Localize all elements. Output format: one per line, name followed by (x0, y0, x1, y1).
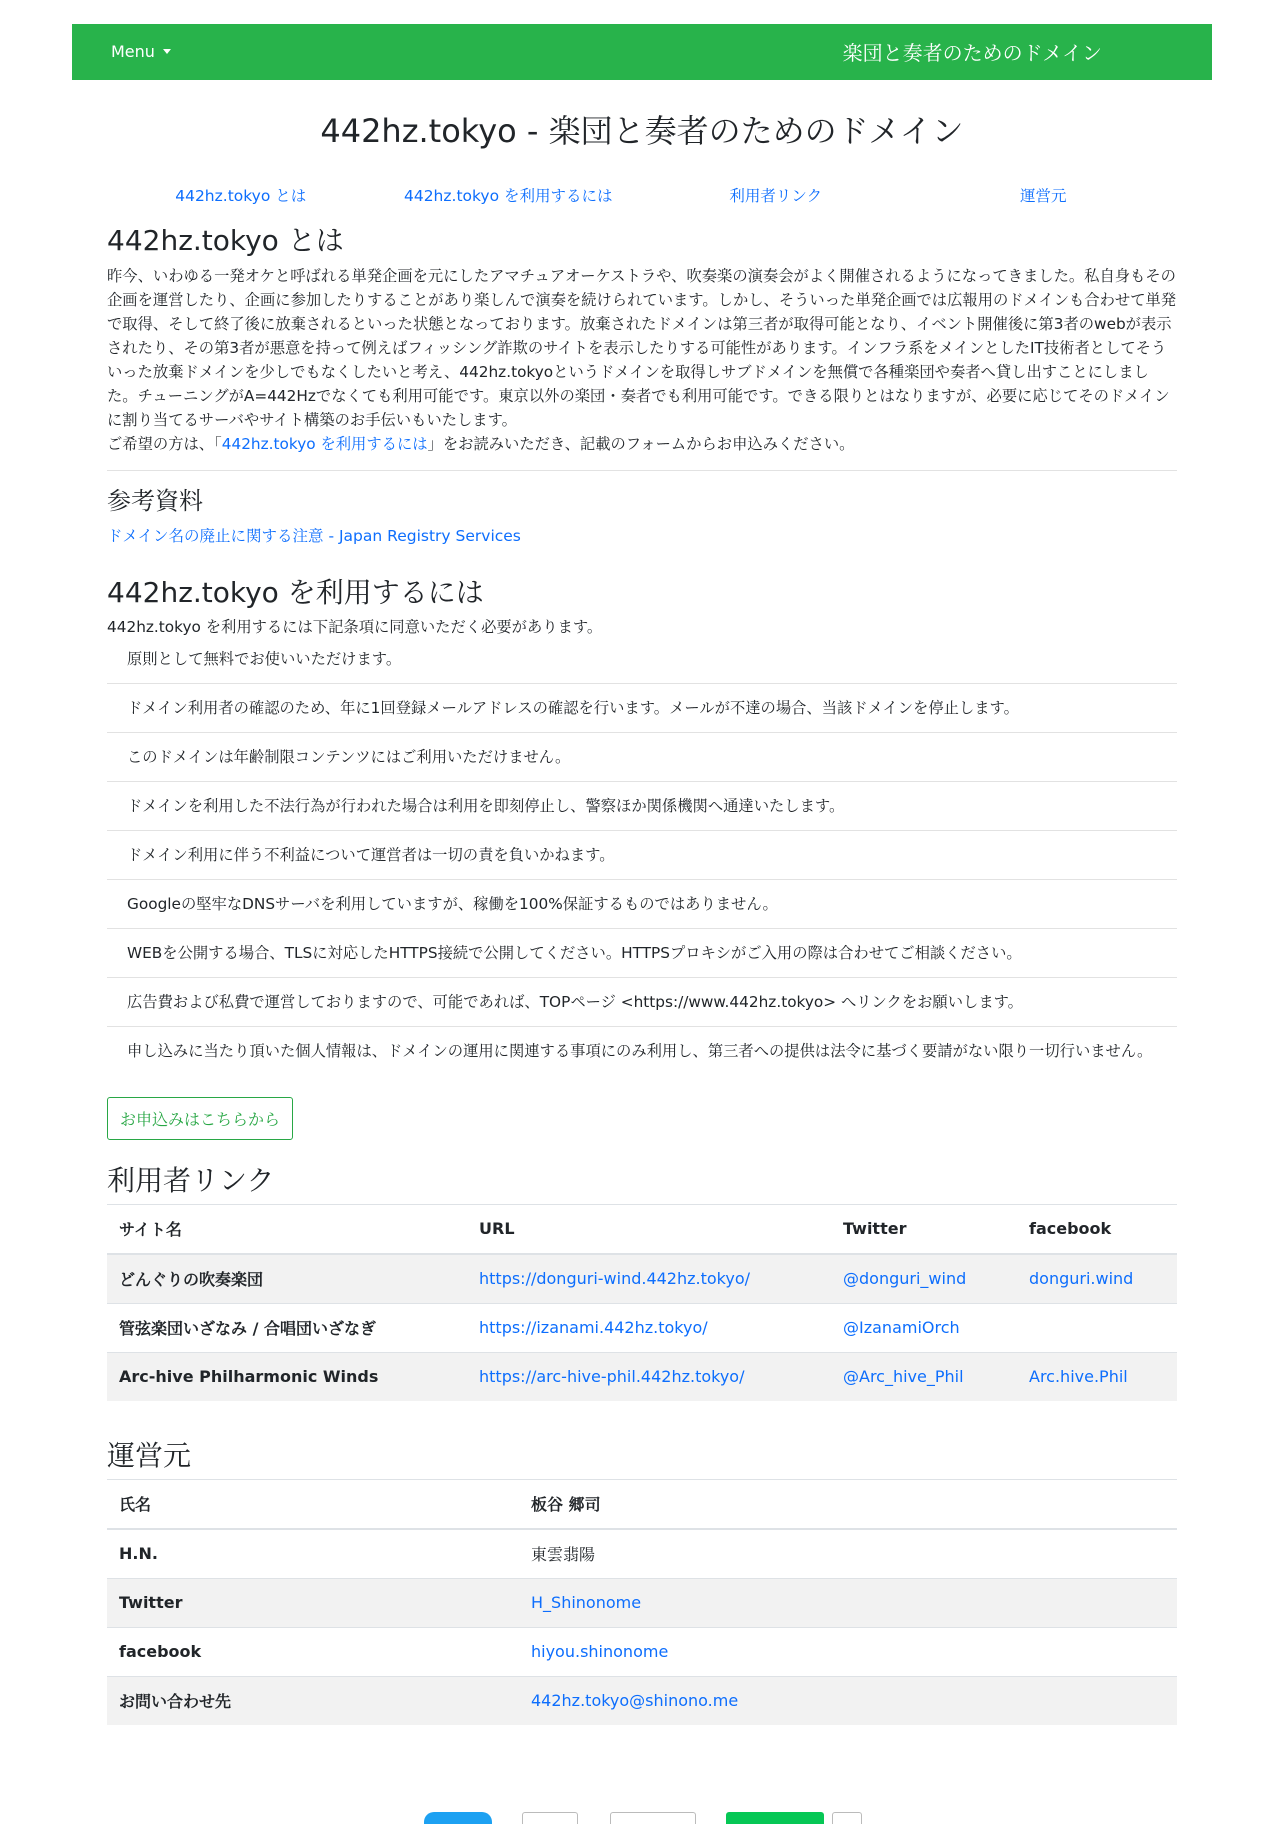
column-header: URL (467, 1204, 831, 1254)
site-name: Arc-hive Philharmonic Winds (107, 1352, 467, 1401)
twitter-share-button[interactable] (424, 1812, 492, 1824)
operator-label: お問い合わせ先 (107, 1676, 519, 1725)
table-row (107, 1254, 1177, 1304)
site-name: 管弦楽団いざなみ / 合唱団いざなぎ (107, 1303, 467, 1352)
apply-prefix: ご希望の方は、「 (107, 434, 222, 453)
table-header-row (107, 1204, 1177, 1254)
table-row (107, 1676, 1177, 1725)
table-row (107, 1479, 1177, 1529)
table-row (107, 1303, 1177, 1352)
operator-email-link[interactable]: 442hz.tokyo@shinono.me (531, 1691, 739, 1711)
apply-guide-link[interactable]: 442hz.tokyo を利用するには (221, 434, 428, 453)
site-name: どんぐりの吹奏楽団 (107, 1254, 467, 1304)
term-item: ドメイン利用に伴う不利益について運営者は一切の責を負いかねます。 (107, 831, 1177, 880)
operator-section (107, 1439, 1177, 1725)
menu-dropdown[interactable] (111, 42, 171, 61)
term-item: WEBを公開する場合、TLSに対応したHTTPS接続で公開してください。HTTPSプロキシがご入用の際は合わせてご相談ください。 (107, 929, 1177, 978)
table-row (107, 1627, 1177, 1676)
term-item: 申し込みに当たり頂いた個人情報は、ドメインの運用に関連する事項にのみ利用し、第三者への提供は法令に基づく要請がない限り一切行いません。 (127, 1042, 1153, 1061)
operator-heading: 運営元 (107, 1438, 192, 1472)
nav-link-operator[interactable]: 運営元 (1019, 187, 1067, 206)
divider (107, 470, 1177, 471)
facebook-link[interactable]: donguri.wind (1029, 1269, 1134, 1289)
users-section (107, 1164, 1177, 1401)
reference-link[interactable]: ドメイン名の廃止に関する注意 - Japan Registry Services (107, 526, 521, 545)
operator-table (107, 1479, 1177, 1725)
reference-heading: 参考資料 (107, 486, 203, 515)
term-item: このドメインは年齢制限コンテンツにはご利用いただけません。 (107, 733, 1177, 782)
line-share-button[interactable] (726, 1812, 824, 1824)
operator-twitter-link[interactable]: H_Shinonome (531, 1593, 642, 1613)
table-row (107, 1352, 1177, 1401)
apply-button[interactable]: お申込みはこちらから (107, 1097, 293, 1140)
operator-value: 板谷 郷司 (519, 1479, 1177, 1529)
section-nav (107, 184, 1177, 208)
main-container (107, 80, 1177, 1725)
share-count-badge[interactable] (832, 1812, 862, 1824)
about-body (107, 264, 1177, 456)
table-row (107, 1578, 1177, 1627)
term-item: 原則として無料でお使いいただけます。 (107, 647, 1177, 684)
usage-requires: 442hz.tokyo を利用するには下記条項に同意いただく必要があります。 (107, 618, 603, 637)
terms-list (107, 647, 1177, 1075)
nav-link-usage[interactable]: 442hz.tokyo を利用するには (403, 187, 613, 206)
term-item: Googleの堅牢なDNSサーバを利用していますが、稼働を100%保証するものではありません。 (107, 880, 1177, 929)
users-heading: 利用者リンク (107, 1164, 275, 1198)
operator-label: Twitter (107, 1578, 519, 1627)
operator-label: 氏名 (107, 1479, 519, 1529)
nav-link-users[interactable]: 利用者リンク (729, 187, 823, 206)
users-table (107, 1204, 1177, 1401)
site-url-link[interactable]: https://donguri-wind.442hz.tokyo/ (479, 1269, 751, 1289)
top-navbar (72, 24, 1212, 80)
column-header: facebook (1017, 1204, 1177, 1254)
operator-label: facebook (107, 1627, 519, 1676)
column-header: サイト名 (107, 1204, 467, 1254)
term-item: ドメインを利用した不法行為が行われた場合は利用を即刻停止し、警察ほか関係機関へ通達いたします。 (107, 782, 1177, 831)
apply-suffix: 」をお読みいただき、記載のフォームからお申込みください。 (427, 434, 855, 453)
table-row (107, 1529, 1177, 1579)
column-header: Twitter (831, 1204, 1017, 1254)
hatena-bookmark-button[interactable] (522, 1812, 578, 1824)
usage-heading: 442hz.tokyo を利用するには (107, 575, 484, 609)
site-url-link[interactable]: https://izanami.442hz.tokyo/ (479, 1318, 708, 1338)
twitter-link[interactable]: @IzanamiOrch (843, 1318, 960, 1338)
twitter-link[interactable]: @Arc_hive_Phil (843, 1367, 964, 1387)
facebook-link[interactable]: Arc.hive.Phil (1029, 1367, 1128, 1387)
caret-down-icon (163, 49, 171, 54)
operator-facebook-link[interactable]: hiyou.shinonome (531, 1642, 669, 1662)
term-item: ドメイン利用者の確認のため、年に1回登録メールアドレスの確認を行います。メールが不達の場合、当該ドメインを停止します。 (107, 684, 1177, 733)
site-url-link[interactable]: https://arc-hive-phil.442hz.tokyo/ (479, 1367, 745, 1387)
menu-label: Menu (111, 42, 155, 61)
about-heading: 442hz.tokyo とは (107, 224, 344, 258)
navbar-brand[interactable]: 楽団と奏者のためのドメイン (842, 41, 1102, 65)
page-title: 442hz.tokyo - 楽団と奏者のためのドメイン (320, 112, 964, 150)
term-item: 広告費および私費で運営しておりますので、可能であれば、TOPページ <https://www.442hz.tokyo> へリンクをお願いします。 (107, 978, 1177, 1027)
operator-value: 東雲翡陽 (519, 1529, 1177, 1579)
share-buttons (0, 1812, 1284, 1823)
operator-label: H.N. (107, 1529, 519, 1579)
about-text: 昨今、いわゆる一発オケと呼ばれる単発企画を元にしたアマチュアオーケストラや、吹奏楽の演奏会がよく開催されるようになってきました。私自身もその企画を運営したり、企画に参加したりすることがあり楽しんで演奏を続けられています。しかし、そういった単発企画では広報用のドメインも合わせて単発で取得、そして終了後に放棄されるといった状態となっております。放棄されたドメインは第三者が取得可能となり、イベント開催後に第3者のwebが表示されたり、その第3者が悪意を持って例えばフィッシング詐欺のサイトを表示したりする可能性があります。インフラ系をメインとしたIT技術者としてそういった放棄ドメインを少しでもなくしたいと考え、442hz.tokyoというドメインを取得しサブドメインを無償で各種楽団や奏者へ貸し出すことにしました。チューニングがA=442Hzでなくても利用可能です。東京以外の楽団・奏者でも利用可能です。できる限りとはなりますが、必要に応じてそのドメインに割り当てるサーバやサイト構築のお手伝いもいたします。 (107, 266, 1177, 429)
nav-link-about[interactable]: 442hz.tokyo とは (175, 187, 307, 206)
twitter-link[interactable]: @donguri_wind (843, 1269, 967, 1289)
pocket-button[interactable] (610, 1812, 696, 1824)
